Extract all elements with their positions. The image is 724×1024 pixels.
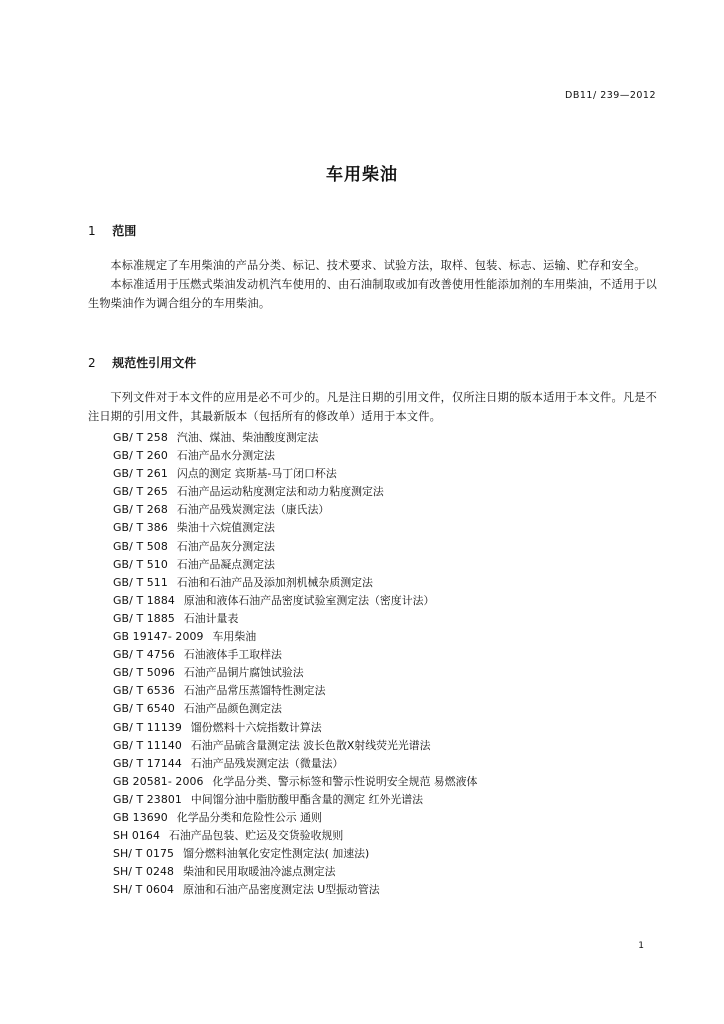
paragraph: 本标准规定了车用柴油的产品分类、标记、技术要求、试验方法，取样、包装、标志、运输、贮存和安全。	[110, 259, 646, 272]
reference-item	[113, 556, 673, 574]
reference-code: GB/ T 23801	[113, 792, 182, 806]
reference-title: 馏分燃料油氧化安定性测定法( 加速法)	[183, 847, 370, 861]
reference-item	[113, 592, 673, 610]
document-title: 车用柴油	[326, 165, 398, 185]
reference-code: GB/ T 11140	[113, 738, 182, 752]
reference-item	[113, 519, 673, 537]
reference-code: GB 20581- 2006	[113, 774, 204, 788]
reference-code: GB 19147- 2009	[113, 630, 204, 644]
page-number: 1	[638, 941, 644, 951]
reference-title: 石油产品残炭测定法（微量法）	[190, 756, 344, 770]
reference-code: GB/ T 1884	[113, 593, 175, 607]
reference-item	[113, 719, 673, 737]
reference-code: GB/ T 260	[113, 449, 168, 463]
reference-title: 石油液体手工取样法	[183, 648, 282, 662]
section-2-body	[88, 388, 658, 426]
reference-item	[113, 610, 673, 628]
reference-item	[113, 664, 673, 682]
reference-item	[113, 827, 673, 845]
reference-code: GB/ T 6536	[113, 684, 175, 698]
reference-item	[113, 447, 673, 465]
reference-title: 原油和石油产品密度测定法 U型振动管法	[183, 883, 380, 897]
reference-item	[113, 538, 673, 556]
reference-title: 石油产品水分测定法	[176, 449, 275, 463]
reference-list	[113, 429, 673, 899]
reference-title: 原油和液体石油产品密度试验室测定法（密度计法）	[183, 593, 435, 607]
reference-code: GB 13690	[113, 810, 168, 824]
reference-title: 汽油、煤油、柴油酸度测定法	[176, 431, 319, 444]
section-title: 范围	[112, 224, 137, 238]
reference-title: 石油产品灰分测定法	[176, 539, 275, 553]
reference-item	[113, 773, 673, 791]
reference-item	[113, 465, 673, 483]
section-title: 规范性引用文件	[112, 356, 197, 370]
reference-title: 石油产品凝点测定法	[176, 557, 275, 571]
section-2-heading	[88, 354, 196, 371]
reference-item	[113, 755, 673, 773]
reference-title: 石油产品硫含量测定法 波长色散X射线荧光光谱法	[190, 738, 431, 752]
section-number: 1	[88, 224, 96, 238]
reference-code: GB/ T 11139	[113, 720, 182, 734]
reference-item	[113, 628, 673, 646]
section-1-heading	[88, 222, 136, 239]
reference-item	[113, 501, 673, 519]
reference-code: SH 0164	[113, 829, 160, 843]
reference-code: GB/ T 511	[113, 575, 168, 589]
reference-item	[113, 574, 673, 592]
reference-item	[113, 429, 673, 447]
reference-item	[113, 682, 673, 700]
reference-title: 石油产品颜色测定法	[183, 702, 282, 716]
reference-item	[113, 881, 673, 899]
reference-code: GB/ T 6540	[113, 702, 175, 716]
reference-code: GB/ T 4756	[113, 648, 175, 662]
reference-code: SH/ T 0604	[113, 883, 175, 897]
reference-code: GB/ T 5096	[113, 666, 175, 680]
reference-code: SH/ T 0175	[113, 847, 175, 861]
section-1-body	[88, 256, 658, 313]
reference-title: 石油和石油产品及添加剂机械杂质测定法	[176, 575, 373, 589]
reference-item	[113, 809, 673, 827]
reference-title: 石油产品常压蒸馏特性测定法	[183, 684, 326, 698]
reference-code: GB/ T 268	[113, 503, 168, 517]
reference-item	[113, 737, 673, 755]
reference-title: 石油产品残炭测定法（康氏法）	[176, 503, 330, 517]
reference-title: 柴油和民用取暖油冷滤点测定法	[183, 865, 336, 879]
reference-code: GB/ T 261	[113, 467, 168, 481]
reference-title: 馏份燃料十六烷指数计算法	[190, 720, 322, 734]
paragraph: 下列文件对于本文件的应用是必不可少的。凡是注日期的引用文件，仅所注日期的版本适用于本文件。凡是不注日期的引用文件，其最新版本（包括所有的修改单）适用于本文件。	[88, 391, 657, 423]
reference-item	[113, 700, 673, 718]
reference-title: 柴油十六烷值测定法	[176, 521, 275, 535]
reference-code: SH/ T 0248	[113, 865, 175, 879]
reference-title: 化学品分类、警示标签和警示性说明安全规范 易燃液体	[212, 774, 478, 788]
reference-title: 石油产品运动粘度测定法和动力粘度测定法	[176, 485, 384, 499]
reference-code: GB/ T 510	[113, 557, 168, 571]
reference-title: 中间馏分油中脂肪酸甲酯含量的测定 红外光谱法	[190, 792, 424, 806]
standard-code: DB11/ 239—2012	[565, 90, 656, 101]
reference-title: 化学品分类和危险性公示 通则	[176, 810, 322, 824]
reference-item	[113, 483, 673, 501]
reference-code: GB/ T 265	[113, 485, 168, 499]
reference-title: 车用柴油	[212, 630, 257, 644]
reference-item	[113, 646, 673, 664]
paragraph: 本标准适用于压燃式柴油发动机汽车使用的、由石油制取或加有改善使用性能添加剂的车用柴油，不适用于以生物柴油作为调合组分的车用柴油。	[88, 278, 657, 310]
reference-code: GB/ T 386	[113, 521, 168, 535]
reference-item	[113, 845, 673, 863]
reference-code: GB/ T 1885	[113, 611, 175, 625]
reference-item	[113, 863, 673, 881]
reference-code: GB/ T 508	[113, 539, 168, 553]
reference-title: 闪点的测定 宾斯基-马丁闭口杯法	[176, 467, 337, 481]
reference-title: 石油计量表	[183, 611, 239, 625]
reference-code: GB/ T 17144	[113, 756, 182, 770]
reference-code: GB/ T 258	[113, 431, 168, 444]
reference-title: 石油产品铜片腐蚀试验法	[183, 666, 304, 680]
reference-item	[113, 791, 673, 809]
section-number: 2	[88, 356, 96, 370]
reference-title: 石油产品包装、贮运及交货验收规则	[168, 829, 344, 843]
